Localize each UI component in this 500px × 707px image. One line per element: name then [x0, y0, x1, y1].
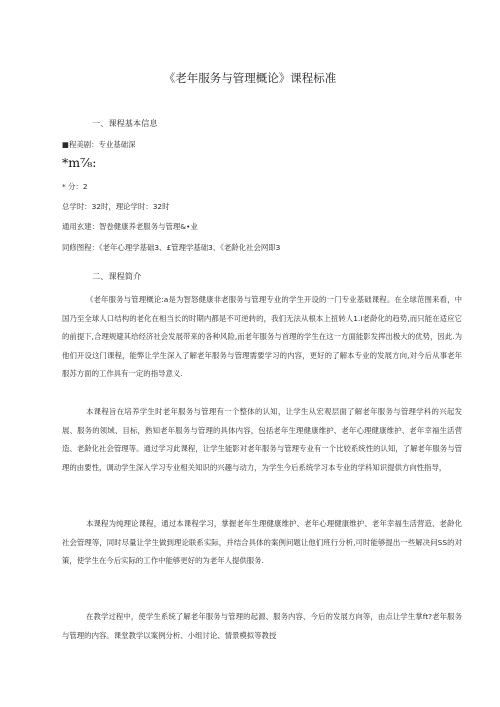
section-heading-intro: 二、课程简介	[92, 271, 142, 281]
info-line-garbled: *m⅞:	[62, 155, 97, 170]
info-line-course-type: ■程美剧：专业基础深	[62, 140, 136, 149]
info-line-prerequisites: 同修图程：《老年心理学基础3、£管理学基础3、《老龄化社会网即3	[62, 243, 281, 252]
intro-paragraph-1: 《老年服务与管理概论:a是为智怒健康非老服务与管理专业的学生开设的一门专业基础课程。在全球范围来看，中国乃至全球人口结构的老化在相当长的时期内都是不可逆转的，我们无法从根本上扭转人1.I老龄化的趋势,而只能在适应它的前提下,合理规避其给经济社会发展带来的各种风险,而老年服务与首理的学生在这一方面能影发挥出极大的优势，因此.为他们开设这门课程，能弊让学生深入了解老年服务与管理需要学习的内容，更好的了解本专业的发展方向,对今后从事老年服苏方面的工作具有一定的指导意义.	[62, 295, 462, 379]
section-heading-basic-info: 一、课程基本信息	[92, 118, 158, 128]
intro-paragraph-3: 本课程为纯理论课程，通过本课程学习，掌握老年生理健康维护、老年心理健康维护、老年幸福生活营造、老龄化社会管理等，同时尽量让学生做到理论联系实际，并结合具体的案例问题让他们班行分析,可时能够提出一些解决问SS的对策，使学生在今后实际的工作中能够更好的为老年人提供服务.	[62, 519, 462, 566]
intro-paragraph-4: 在教学过程中，使学生系统了解老年服务与管理的起源、服务内容、今后的发展方向等，由点让学生掌ft?老年服务与管理的内容。课堂教学以案例分析、小组讨论、情景模拟等教授	[62, 612, 462, 640]
info-line-hours: 总学时：32时，理论学时：32时	[62, 202, 170, 211]
intro-paragraph-2: 本课程旨在培养学生时老年服务与管理有一个整体的认知，让学生从宏观层面了解老年服务与管理学科的兴起发展、服务的领域、目标，熟知老年服务与管理的具体内容，包括老年生理健康维护、老年心理健康维护、老年幸福生活营造、老龄化社会管理等。通过学习此课程，让学生能影对老年服务与管理专业有一个比较系统性的认知，了解老年服务与管理的由要性，调动学生深入学习专业相关知识的兴趣与动力，为学生今后系统学习本专业的学科知识提供方向性指导，	[62, 407, 462, 472]
info-line-major: 通用玄建：智卷健康养老服务与管理&•业	[62, 222, 198, 231]
info-line-credits: * 分：2	[62, 182, 88, 191]
document-title: 《老年服务与管理概论》课程标准	[163, 71, 337, 85]
